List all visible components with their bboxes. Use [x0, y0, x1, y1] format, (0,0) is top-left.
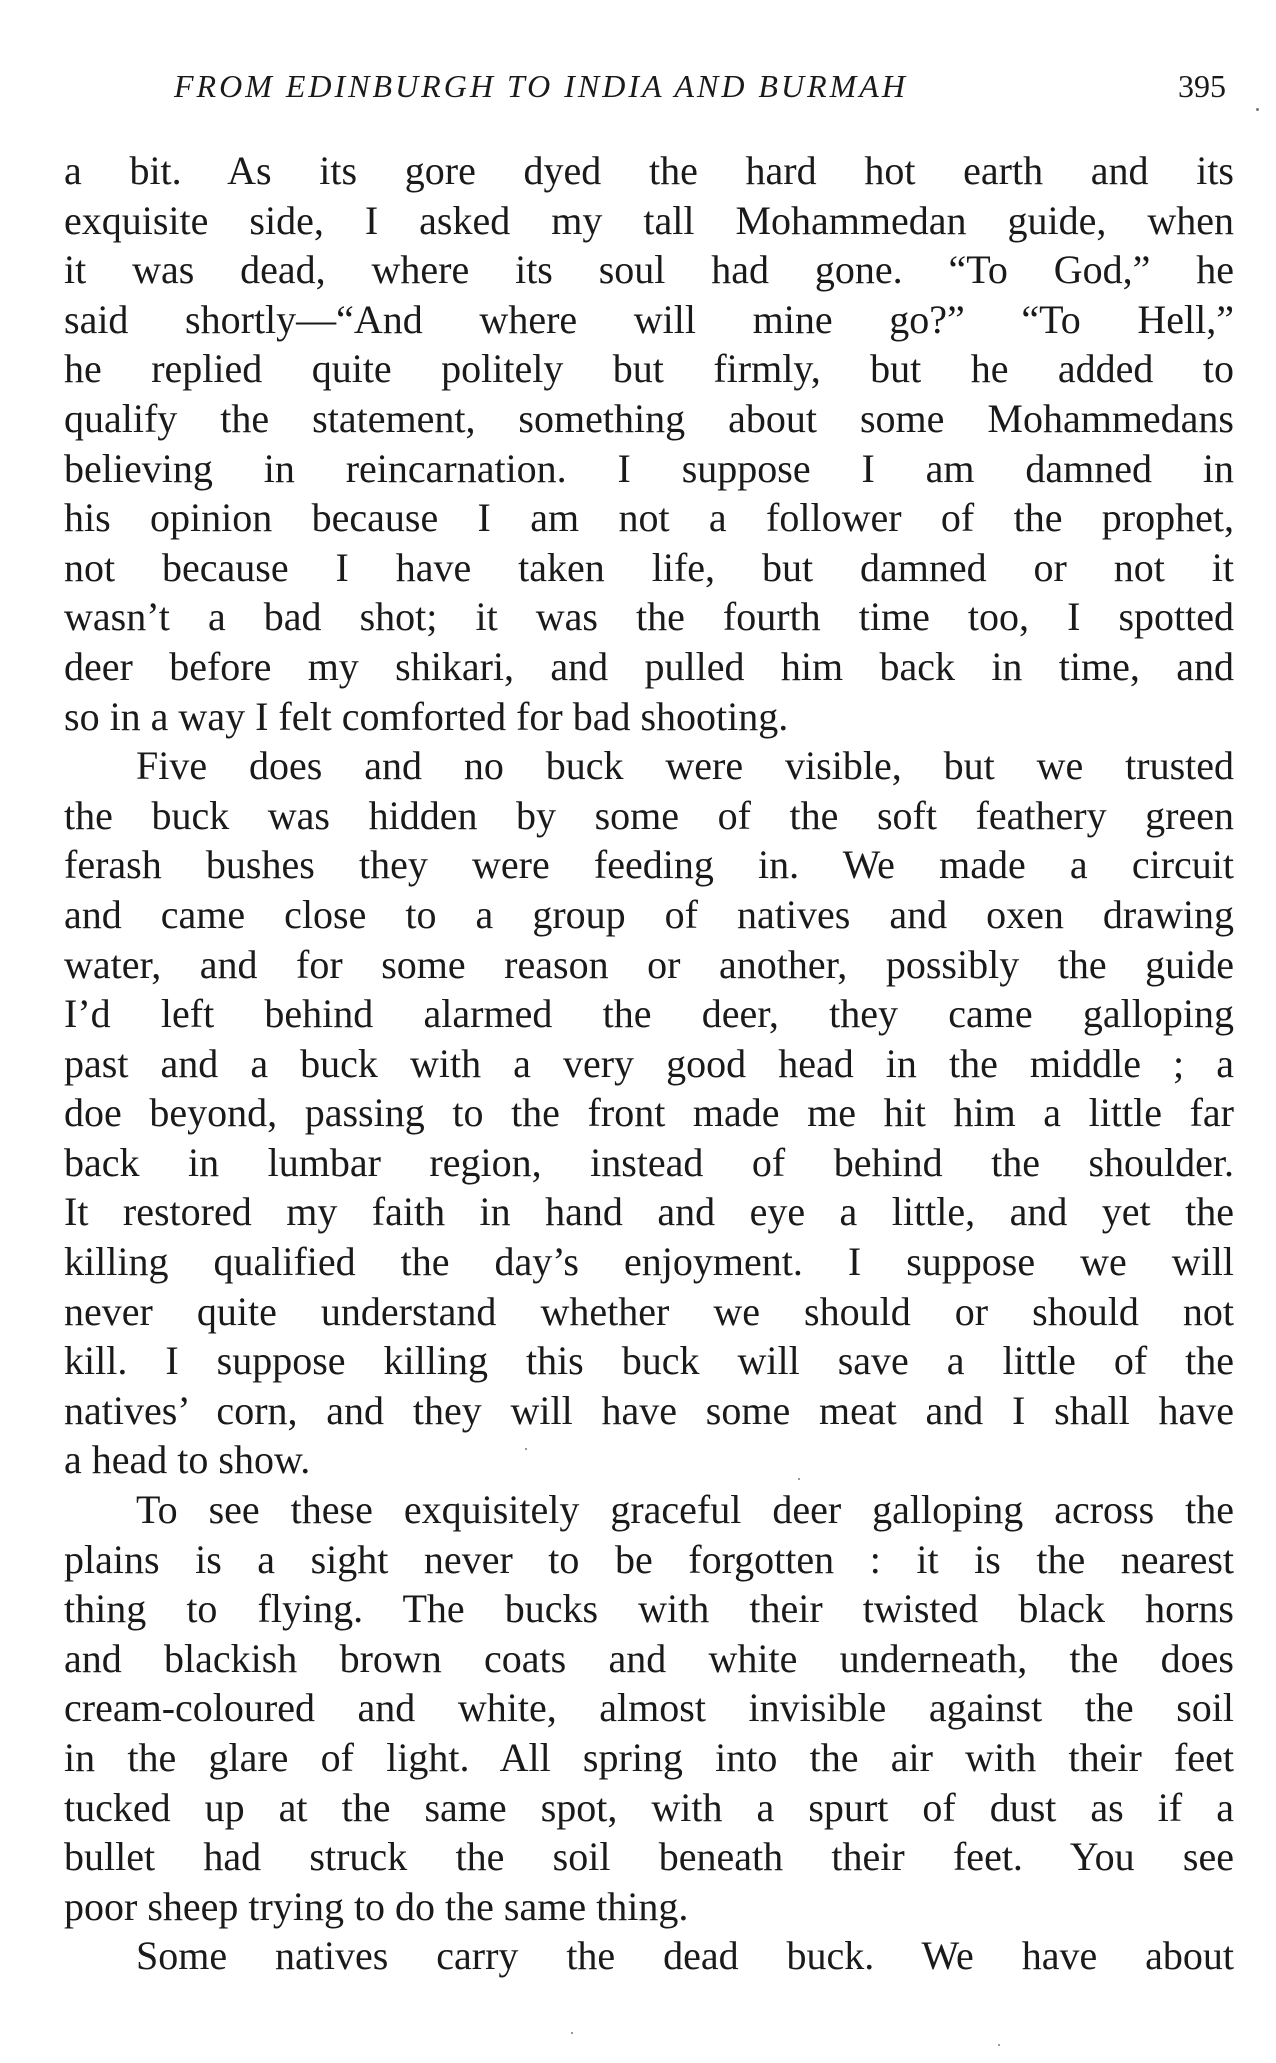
page-number: 395 [1178, 68, 1226, 104]
text-line: in the glare of light. All spring into the air with their feet [64, 1735, 1234, 1780]
text-line: and blackish brown coats and white underneath, the does [64, 1635, 1234, 1681]
text-line: it was dead, where its soul had gone. “To God,” he [64, 247, 1234, 293]
running-title: FROM EDINBURGH TO INDIA AND BURMAH [174, 68, 908, 104]
text-line: past and a buck with a very good head in the middle ; a [64, 1040, 1234, 1086]
text-line: killing qualified the day’s enjoyment. I suppose we will [64, 1239, 1234, 1285]
text-line: water, and for some reason or another, possibly the guide [64, 941, 1234, 987]
print-speck [998, 2044, 1000, 2046]
text-line: said shortly—“And where will mine go?” “To Hell,” [64, 296, 1234, 342]
text-line: kill. I suppose killing this buck will save a little of the [64, 1338, 1234, 1384]
text-line: qualify the statement, something about some Mohammedans [64, 395, 1234, 441]
print-speck [571, 2032, 573, 2034]
text-line: Five does and no buck were visible, but we trusted [136, 743, 1234, 789]
text-line: a head to show. [64, 1437, 311, 1483]
text-line: he replied quite politely but firmly, but he added to [64, 346, 1234, 392]
text-line: poor sheep trying to do the same thing. [64, 1883, 689, 1929]
text-line: back in lumbar region, instead of behind the shoulder. [64, 1139, 1234, 1185]
print-speck [525, 1448, 527, 1450]
text-line: It restored my faith in hand and eye a little, and yet the [64, 1189, 1234, 1235]
text-line: believing in reincarnation. I suppose I am damned in [64, 445, 1234, 491]
text-line: so in a way I felt comforted for bad shooting. [64, 693, 789, 739]
text-line: To see these exquisitely graceful deer galloping across the [136, 1487, 1234, 1533]
print-speck [1256, 108, 1259, 111]
text-line: and came close to a group of natives and oxen drawing [64, 891, 1234, 937]
text-line: I’d left behind alarmed the deer, they came galloping [64, 991, 1234, 1037]
text-line: a bit. As its gore dyed the hard hot earth and its [64, 148, 1234, 193]
text-line: not because I have taken life, but damned or not it [64, 544, 1234, 590]
text-line: never quite understand whether we should or should not [64, 1288, 1234, 1334]
text-line: Some natives carry the dead buck. We have about [136, 1933, 1234, 1979]
text-line: cream-coloured and white, almost invisible against the soil [64, 1685, 1234, 1731]
text-line: tucked up at the same spot, with a spurt of dust as if a [64, 1784, 1234, 1830]
text-line: natives’ corn, and they will have some meat and I shall have [64, 1387, 1234, 1433]
text-line: deer before my shikari, and pulled him back in time, and [64, 643, 1234, 689]
print-speck [798, 1478, 800, 1480]
text-line: doe beyond, passing to the front made me hit him a little far [64, 1090, 1234, 1136]
text-line: plains is a sight never to be forgotten : it is the nearest [64, 1536, 1234, 1582]
text-line: wasn’t a bad shot; it was the fourth time too, I spotted [64, 594, 1234, 640]
text-line: bullet had struck the soil beneath their feet. You see [64, 1834, 1234, 1880]
text-line: his opinion because I am not a follower of the prophet, [64, 495, 1234, 541]
text-line: the buck was hidden by some of the soft feathery green [64, 792, 1234, 838]
text-line: exquisite side, I asked my tall Mohammedan guide, when [64, 197, 1234, 243]
text-line: ferash bushes they were feeding in. We made a circuit [64, 842, 1234, 888]
body-text [64, 146, 1234, 1981]
text-line: thing to flying. The bucks with their twisted black horns [64, 1586, 1234, 1632]
running-head [64, 68, 1234, 112]
